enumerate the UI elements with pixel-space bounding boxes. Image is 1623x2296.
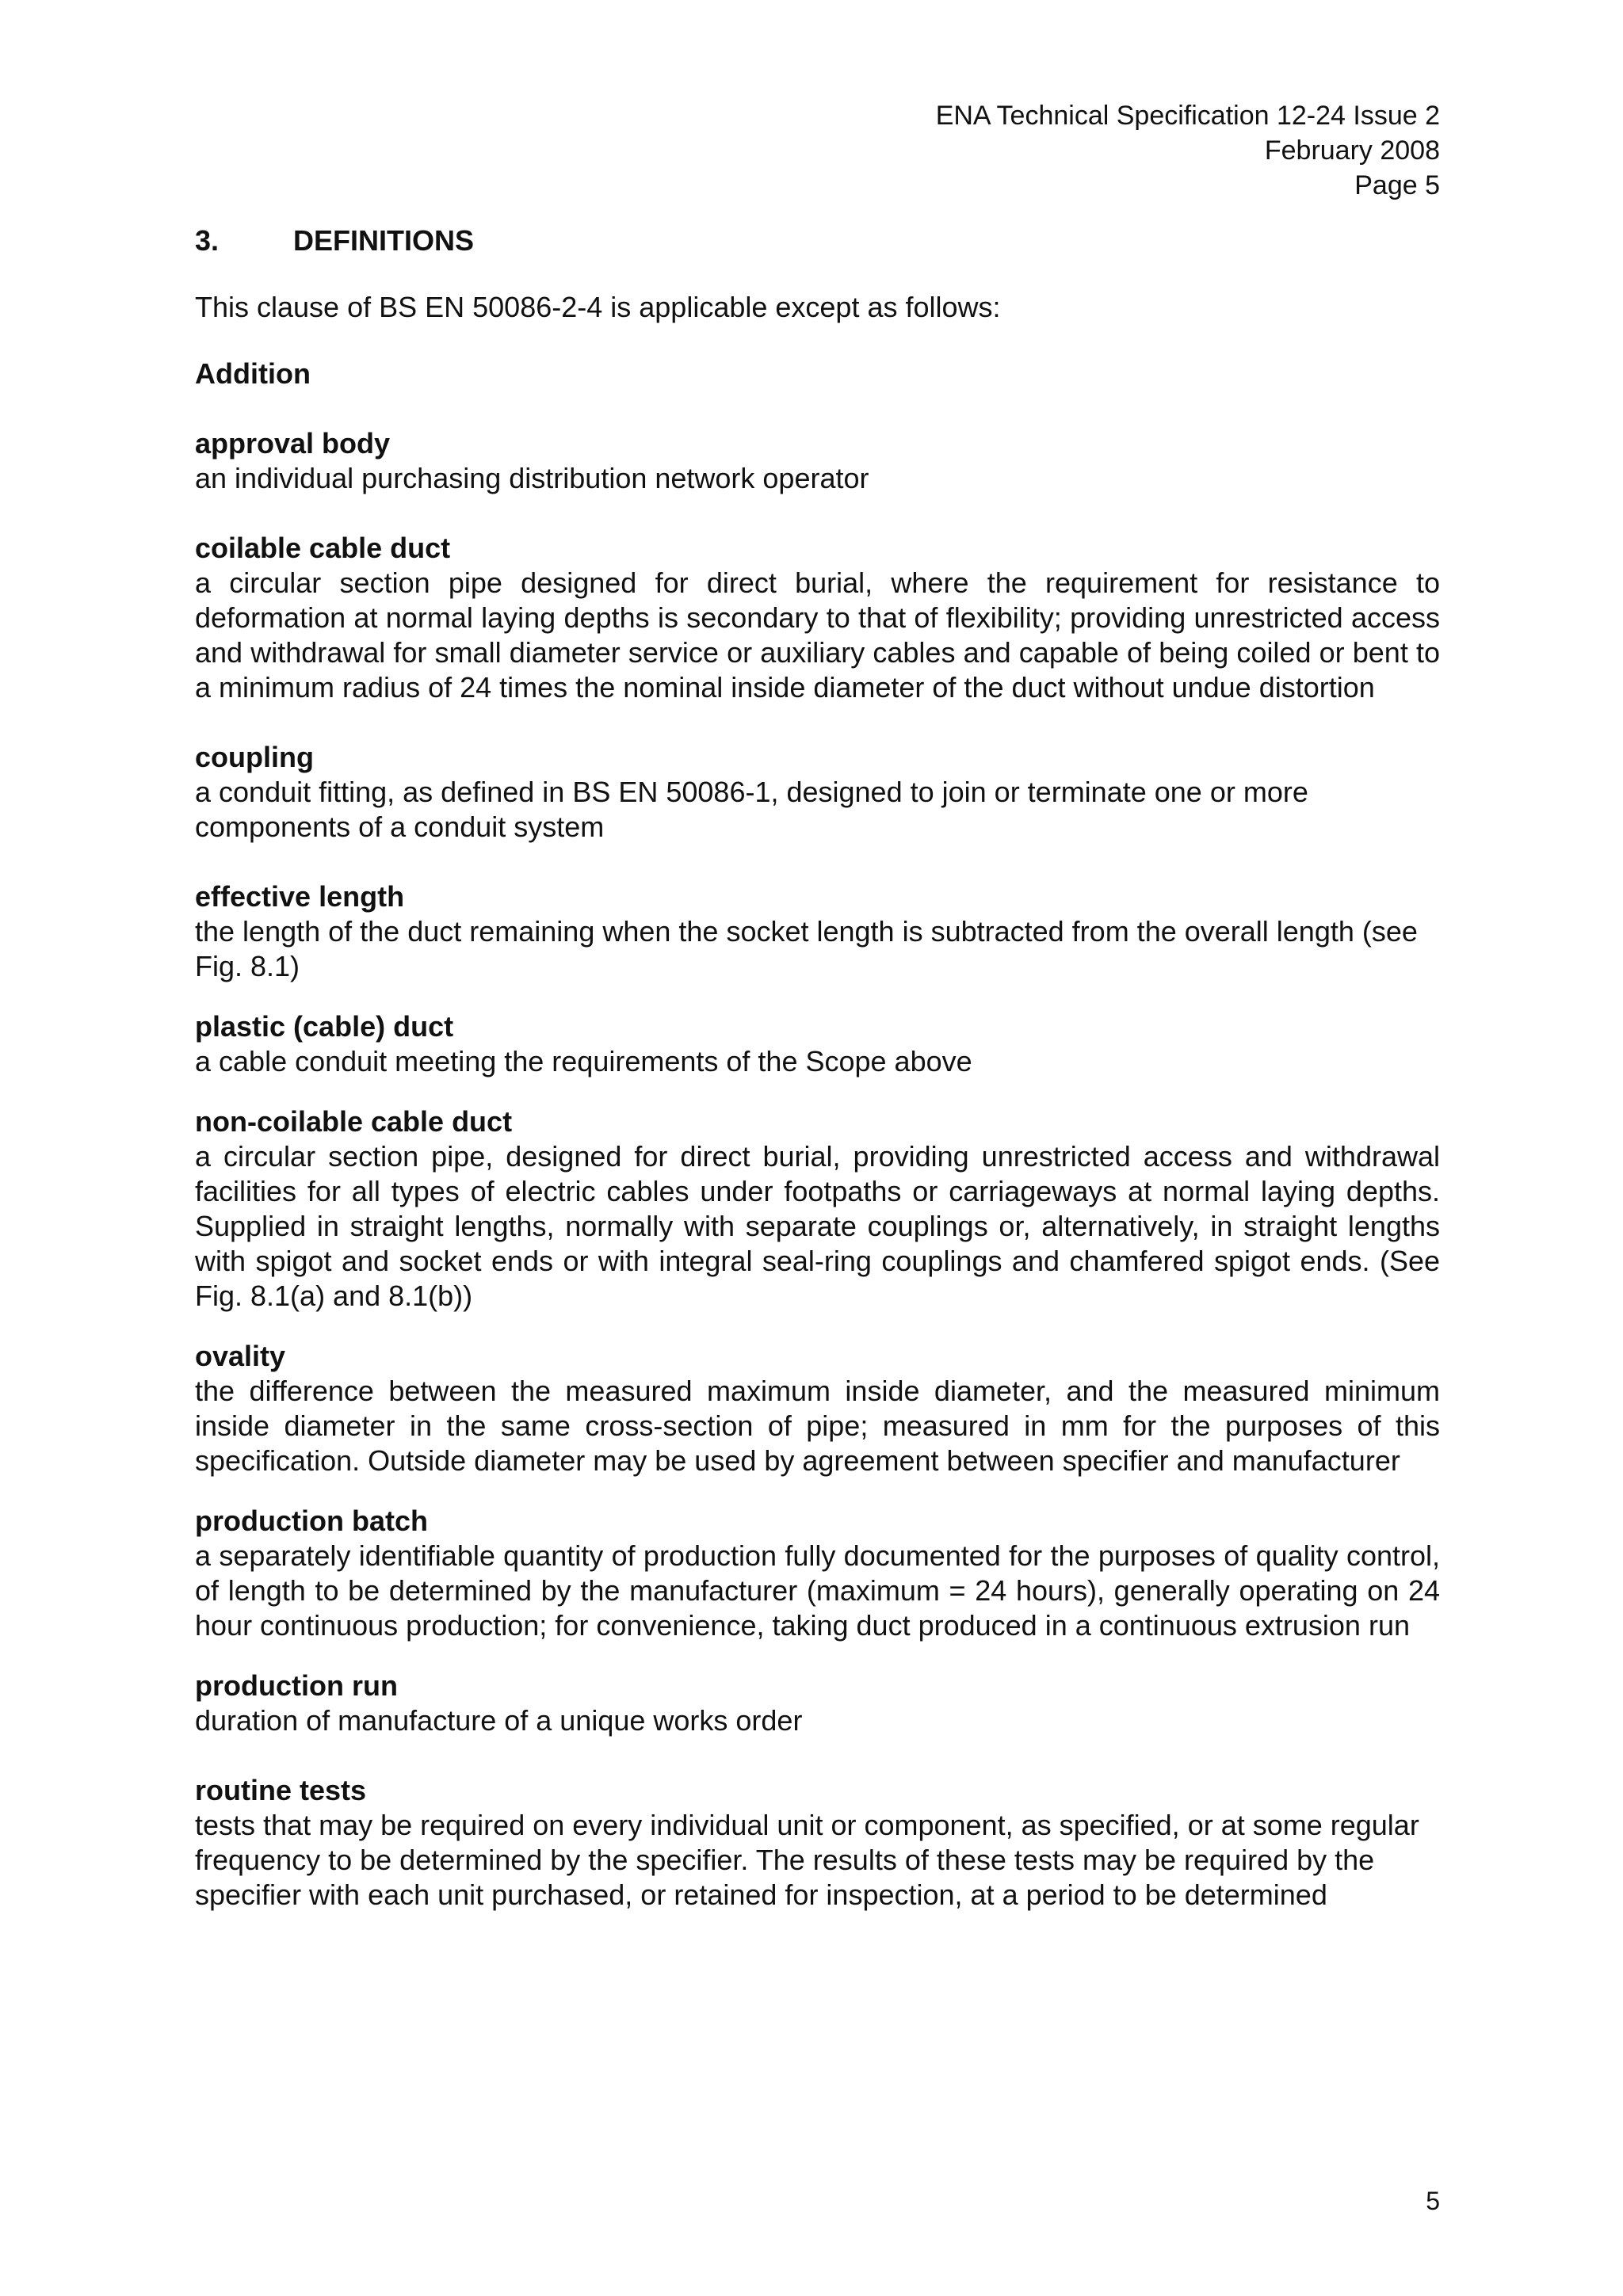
section-intro: This clause of BS EN 50086-2-4 is applicable except as follows: xyxy=(195,291,1001,323)
definition-term: production batch xyxy=(195,1505,428,1537)
definition-term: coilable cable duct xyxy=(195,532,451,564)
definition-term: non-coilable cable duct xyxy=(195,1105,513,1138)
definition-description: the difference between the measured maximum inside diameter, and the measured minimum inside diameter in the same cross-section of pipe; measured in mm for the purposes of this specification. Outside diameter may be used by agreement between specifier and manufacturer xyxy=(195,1375,1440,1477)
definition-entry xyxy=(195,1773,1440,1913)
definition-description: a circular section pipe designed for direct burial, where the requirement for resistance to deformation at normal laying depths is secondary to that of flexibility; providing unrestricted access and withdrawal for small diameter service or auxiliary cables and capable of being coiled or bent to a minimum radius of 24 times the nominal inside diameter of the duct without undue distortion xyxy=(195,566,1440,704)
definition-description: the length of the duct remaining when the socket length is subtracted from the overall length (see Fig. 8.1) xyxy=(195,915,1418,982)
document-date: February 2008 xyxy=(1264,135,1440,166)
definition-description: a conduit fitting, as defined in BS EN 50086-1, designed to join or terminate one or more components of a conduit system xyxy=(195,776,1308,843)
section-number: 3. xyxy=(195,224,220,257)
definition-description: a cable conduit meeting the requirements of the Scope above xyxy=(195,1045,972,1077)
definition-entry xyxy=(195,531,1440,705)
definition-term: effective length xyxy=(195,880,405,913)
definition-entry xyxy=(195,426,1440,496)
page-header xyxy=(936,98,1440,203)
page-number: 5 xyxy=(1426,2187,1440,2215)
definition-term: plastic (cable) duct xyxy=(195,1010,454,1043)
definition-term: routine tests xyxy=(195,1774,367,1806)
addition-label: Addition xyxy=(195,357,311,390)
document-title: ENA Technical Specification 12-24 Issue 2 xyxy=(935,101,1440,131)
definition-term: ovality xyxy=(195,1340,286,1372)
section-title: DEFINITIONS xyxy=(293,224,475,257)
definition-entry xyxy=(195,1339,1440,1478)
definition-term: approval body xyxy=(195,427,391,460)
definition-entry xyxy=(195,740,1440,845)
definition-term: production run xyxy=(195,1669,398,1702)
definition-description: a separately identifiable quantity of production fully documented for the purposes of quality control, of length to be determined by the manufacturer (maximum = 24 hours), generally operating on 24 hour continuous production; for convenience, taking duct produced in a continuous extrusion run xyxy=(195,1539,1440,1642)
page-content xyxy=(195,223,1440,1947)
definition-term: coupling xyxy=(195,741,314,773)
definition-entry xyxy=(195,1669,1440,1738)
definition-description: tests that may be required on every individual unit or component, as specified, or at some regular frequency to be determined by the specifier. The results of these tests may be required by the specifier with each unit purchased, or retained for inspection, at a period to be determined xyxy=(195,1809,1419,1911)
definition-description: duration of manufacture of a unique works order xyxy=(195,1704,803,1737)
header-page-label: Page 5 xyxy=(1354,170,1440,200)
section-heading xyxy=(195,223,1440,258)
definition-entry xyxy=(195,1504,1440,1643)
definition-entry xyxy=(195,1104,1440,1314)
definition-description: a circular section pipe, designed for direct burial, providing unrestricted access and withdrawal facilities for all types of electric cables under footpaths or carriageways at normal laying depths. Supplied in straight lengths, normally with separate couplings or, alternatively, in straight lengths with spigot and socket ends or with integral seal-ring couplings and chamfered spigot ends. (See Fig. 8.1(a) and 8.1(b)) xyxy=(195,1140,1440,1312)
definition-description: an individual purchasing distribution network operator xyxy=(195,462,869,494)
definition-entry xyxy=(195,1009,1440,1079)
definition-entry xyxy=(195,879,1440,984)
